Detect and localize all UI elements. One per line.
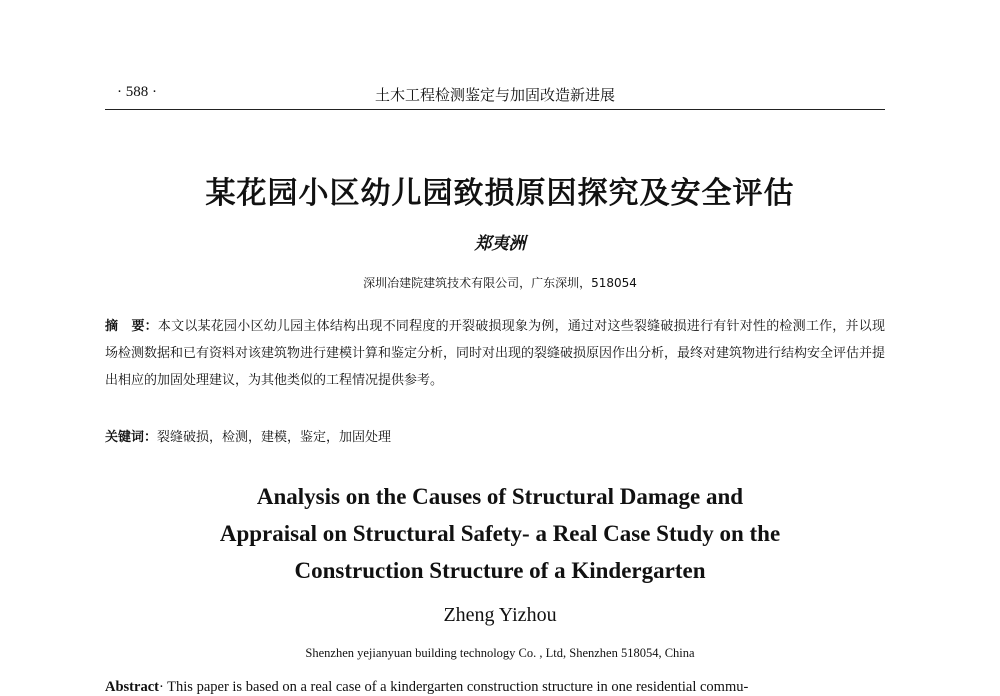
chinese-abstract bbox=[105, 313, 885, 394]
page-number: · 588 · bbox=[117, 84, 157, 100]
chinese-keywords bbox=[105, 425, 885, 451]
page-header bbox=[105, 82, 885, 108]
chinese-author: 郑夷洲 bbox=[474, 234, 526, 254]
chinese-keywords-text: 裂缝破损，检测，建模，鉴定，加固处理 bbox=[157, 430, 392, 445]
header-rule bbox=[105, 109, 885, 110]
chinese-abstract-label: 摘 要： bbox=[105, 319, 158, 334]
chinese-affiliation: 深圳冶建院建筑技术有限公司，广东深圳，518054 bbox=[363, 276, 637, 290]
chinese-keywords-label: 关键词： bbox=[105, 430, 158, 445]
english-affiliation: Shenzhen yejianyuan building technology Co. , Ltd, Shenzhen 518054, China bbox=[305, 646, 695, 660]
running-title: 土木工程检测鉴定与加固改造新进展 bbox=[374, 86, 615, 104]
chinese-abstract-text: 本文以某花园小区幼儿园主体结构出现不同程度的开裂破损现象为例，通过对这些裂缝破损进行有针对性的检测工作，并以现场检测数据和已有资料对该建筑物进行建模计算和鉴定分析，同时对出现的裂缝破损原因作出分析，最终对建筑物进行结构安全评估并提出相应的加固处理建议，为其他类似的工程情况提供参考。 bbox=[105, 319, 886, 388]
english-abstract-text: This paper is based on a real case of a kindergarten construction structure in one residential commu- bbox=[167, 679, 749, 695]
english-author: Zheng Yizhou bbox=[443, 604, 557, 626]
english-title-line: Analysis on the Causes of Structural Damage and bbox=[256, 484, 744, 509]
english-title bbox=[0, 478, 1000, 589]
chinese-title: 某花园小区幼儿园致损原因探究及安全评估 bbox=[205, 176, 795, 211]
english-abstract-label: Abstract bbox=[105, 679, 159, 695]
english-title-line: Construction Structure of a Kindergarten bbox=[294, 558, 706, 583]
english-abstract-separator: · bbox=[158, 679, 168, 695]
english-abstract bbox=[105, 679, 905, 696]
english-title-line: Appraisal on Structural Safety- a Real Case Study on the bbox=[219, 521, 781, 546]
